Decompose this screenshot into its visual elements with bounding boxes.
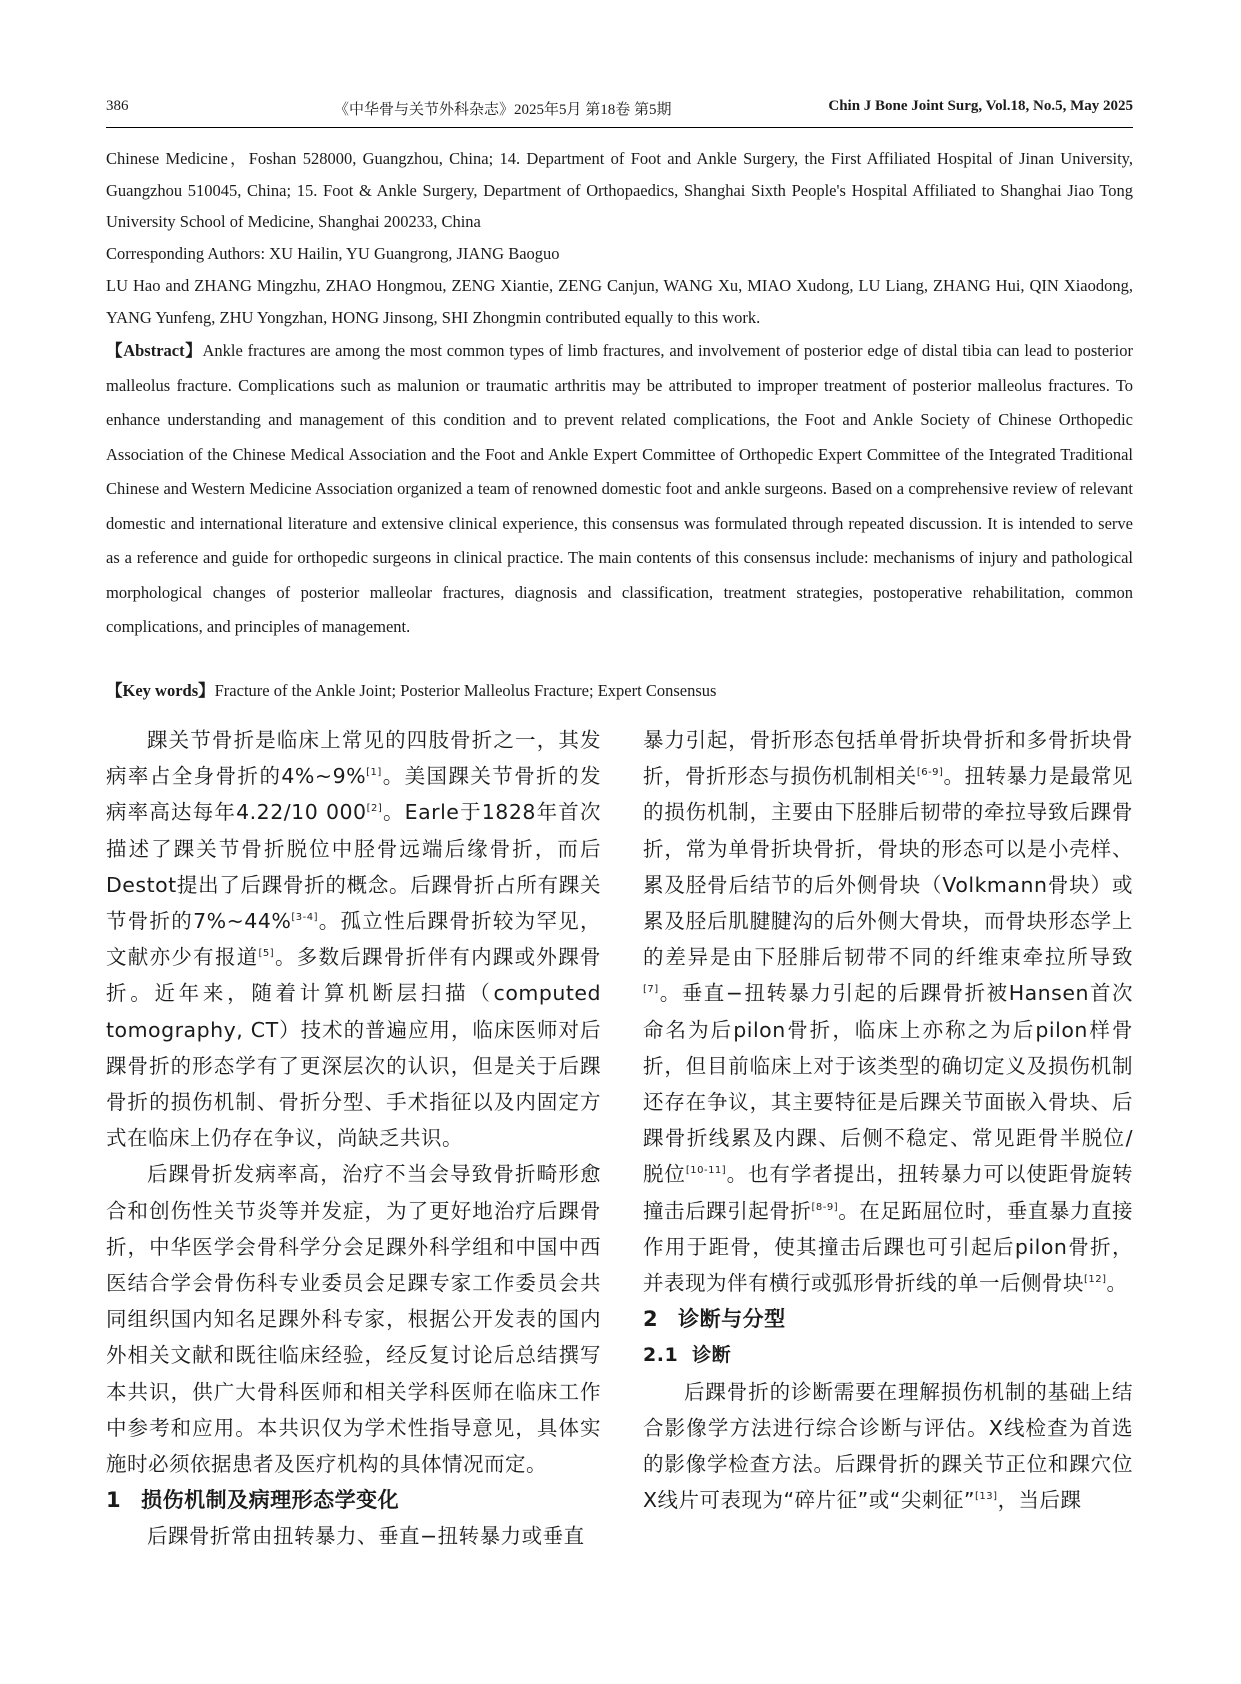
abstract-text: Ankle fractures are among the most common types of limb fractures, and involvement of posterior edge of distal tibia can lead to posterior malleolus fracture. Complications such as malunion or traumatic arthritis may be attributed to improper treatment of posterior malleolus fractures. To enhance understanding and management of this condition and to prevent related complications, the Foot and Ankle Society of Chinese Orthopedic Association of the Chinese Medical Association and the Foot and Ankle Expert Committee of Orthopedic Expert Committee of the Integrated Traditional Chinese and Western Medicine Association organized a team of renowned domestic foot and ankle surgeons. Based on a comprehensive review of relevant domestic and international literature and extensive clinical experience, this consensus was formulated through repeated discussion. It is intended to serve as a reference and guide for orthopedic surgeons in clinical practice. The main contents of this consensus include: mechanisms of injury and pathological morphological changes of posterior malleolar fractures, diagnosis and classification, treatment strategies, postoperative rehabilitation, common complications, and principles of management. bbox=[106, 341, 1133, 636]
subsection-number: 2.1 bbox=[643, 1344, 679, 1367]
section-heading-1 bbox=[106, 1482, 601, 1518]
keywords-text: Fracture of the Ankle Joint; Posterior Malleolus Fracture; Expert Consensus bbox=[214, 681, 717, 700]
corresponding-authors: Corresponding Authors: XU Hailin, YU Guangrong, JIANG Baoguo bbox=[106, 244, 560, 263]
abstract bbox=[106, 334, 1133, 645]
affiliations: Chinese Medicine，Foshan 528000, Guangzhou, China; 14. Department of Foot and Ankle Surgery, the First Affiliated Hospital of Jinan University, Guangzhou 510045, China; 15. Foot & Ankle Surgery, Department of Orthopaedics, Shanghai Sixth People's Hospital Affiliated to Shanghai Jiao Tong University School of Medicine, Shanghai 200233, China bbox=[106, 149, 1133, 231]
text-run: 踝关节骨折是临床上常见的四肢骨折之一，其发病率占全身骨折的4%~9% bbox=[106, 728, 601, 789]
section-title: 诊断与分型 bbox=[678, 1307, 786, 1332]
paragraph-diagnosis bbox=[643, 1374, 1133, 1519]
text-run: 。美国踝关节骨折的发病率高达每年4.22/10 000 bbox=[106, 764, 601, 825]
citation[interactable]: [5] bbox=[258, 948, 275, 960]
section-heading-2 bbox=[643, 1301, 1133, 1337]
citation[interactable]: [10-11] bbox=[685, 1165, 727, 1177]
paragraph-purpose: 后踝骨折发病率高，治疗不当会导致骨折畸形愈合和创伤性关节炎等并发症，为了更好地治疗后踝骨折，中华医学会骨科学分会足踝外科学组和中国中西医结合学会骨伤科专业委员会足踝专家工作委员会共同组织国内知名足踝外科专家，根据公开发表的国内外相关文献和既往临床经验，经反复讨论后总结撰写本共识，供广大骨科医师和相关学科医师在临床工作中参考和应用。本共识仅为学术性指导意见，具体实施时必须依据患者及医疗机构的具体情况而定。 bbox=[106, 1162, 601, 1477]
page-number: 386 bbox=[106, 98, 129, 114]
citation[interactable]: [12] bbox=[1084, 1274, 1107, 1286]
citation[interactable]: [2] bbox=[366, 803, 383, 815]
citation[interactable]: [3-4] bbox=[291, 912, 318, 924]
paragraph-intro bbox=[106, 722, 601, 1156]
subsection-title: 诊断 bbox=[692, 1344, 732, 1367]
text-run: 。Earle于1828年首次描述了踝关节骨折脱位中胫骨远端后缘骨折，而后Destot提出了后踝骨折的概念。后踝骨折占所有踝关节骨折的7%~44% bbox=[106, 800, 601, 934]
keywords bbox=[106, 675, 1133, 707]
text-run: 。垂直−扭转暴力引起的后踝骨折被Hansen首次命名为后pilon骨折，临床上亦称之为后pilon样骨折，但目前临床上对于该类型的确切定义及损伤机制还存在争议，其主要特征是后踝关节面嵌入骨块、后踝骨折线累及内踝、后侧不稳定、常见距骨半脱位/脱位 bbox=[643, 981, 1133, 1187]
keywords-label: 【Key words】 bbox=[106, 681, 215, 700]
body-column-right bbox=[643, 722, 1133, 1518]
text-run: 。孤立性后踝骨折较为罕见，文献亦少有报道 bbox=[106, 909, 601, 970]
section-number: 2 bbox=[643, 1307, 659, 1332]
citation[interactable]: [6-9] bbox=[916, 767, 944, 779]
citation[interactable]: [7] bbox=[643, 984, 659, 996]
abstract-label: 【Abstract】 bbox=[106, 341, 203, 360]
header-rule bbox=[106, 127, 1133, 128]
text-run: 后踝骨折的诊断需要在理解损伤机制的基础上结合影像学方法进行综合诊断与评估。X线检查为首选的影像学检查方法。后踝骨折的踝关节正位和踝穴位X线片可表现为“碎片征”或“尖刺征” bbox=[643, 1379, 1133, 1513]
paragraph-mechanism-continued bbox=[643, 722, 1133, 1301]
paragraph-mechanism-start: 后踝骨折常由扭转暴力、垂直−扭转暴力或垂直 bbox=[147, 1524, 585, 1549]
text-run: 。 bbox=[1106, 1271, 1128, 1296]
text-run: 。也有学者提出，扭转暴力可以使距骨旋转撞击后踝引起骨折 bbox=[643, 1162, 1134, 1223]
citation[interactable]: [8-9] bbox=[811, 1201, 839, 1213]
text-run: 。扭转暴力是最常见的损伤机制，主要由下胫腓后韧带的牵拉导致后踝骨折，常为单骨折块骨折，骨块的形态可以是小壳样、累及胫骨后结节的后外侧骨块（Volkmann骨块）或累及胫后肌腱腱沟的后外侧大骨块，而骨块形态学上的差异是由下胫腓后韧带不同的纤维束牵拉所导致 bbox=[643, 764, 1134, 970]
text-run: ，当后踝 bbox=[997, 1488, 1082, 1513]
equal-contribution-note: LU Hao and ZHANG Mingzhu, ZHAO Hongmou, ZENG Xiantie, ZENG Canjun, WANG Xu, MIAO Xudong, LU Liang, ZHANG Hui, QIN Xiaodong, YANG Yunfeng, ZHU Yongzhan, HONG Jinsong, SHI Zhongmin contributed equally to this work. bbox=[106, 276, 1133, 327]
text-run: 。多数后踝骨折伴有内踝或外踝骨折。近年来，随着计算机断层扫描（computed tomography, CT）技术的普遍应用，临床医师对后踝骨折的形态学有了更深层次的认识，但是关于后踝骨折的损伤机制、骨折分型、手术指征以及内固定方式在临床上仍存在争议，尚缺乏共识。 bbox=[106, 945, 602, 1151]
section-title: 损伤机制及病理形态学变化 bbox=[141, 1488, 400, 1513]
section-number: 1 bbox=[106, 1488, 122, 1513]
text-run: 。在足跖屈位时，垂直暴力直接作用于距骨，使其撞击后踝也可引起后pilon骨折，并表现为伴有横行或弧形骨折线的单一后侧骨块 bbox=[643, 1198, 1134, 1296]
journal-title-en: Chin J Bone Joint Surg, Vol.18, No.5, May 2025 bbox=[828, 98, 1133, 114]
journal-title-cn: 《中华骨与关节外科杂志》2025年5月 第18卷 第5期 bbox=[334, 102, 672, 118]
text-run: 暴力引起，骨折形态包括单骨折块骨折和多骨折块骨折，骨折形态与损伤机制相关 bbox=[643, 728, 1133, 789]
subsection-heading-2-1 bbox=[643, 1337, 1133, 1373]
citation[interactable]: [1] bbox=[366, 767, 382, 779]
running-header bbox=[106, 98, 1133, 128]
citation[interactable]: [13] bbox=[975, 1491, 998, 1503]
body-column-left bbox=[106, 722, 601, 1555]
